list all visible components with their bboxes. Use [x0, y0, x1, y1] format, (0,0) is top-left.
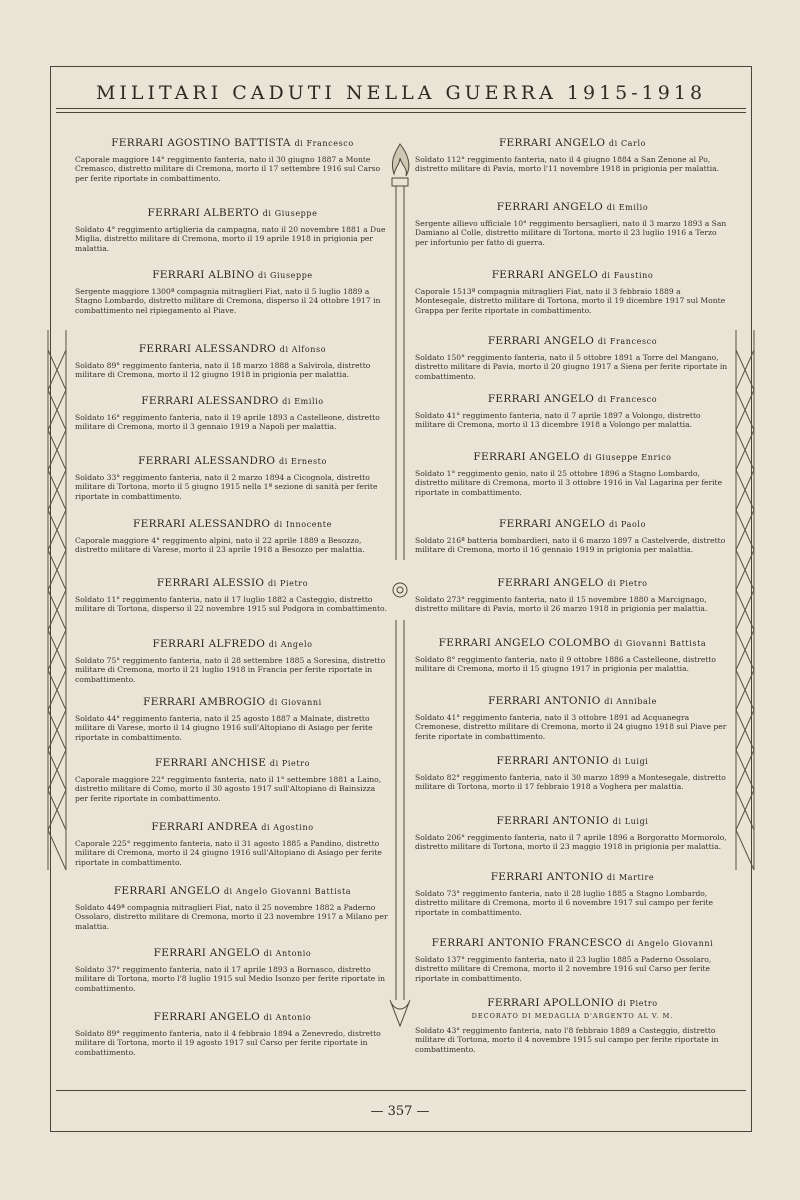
memorial-entry	[415, 997, 730, 1054]
page-title: MILITARI CADUTI NELLA GUERRA 1915-1918	[95, 82, 707, 104]
entry-text: Soldato 37° reggimento fanteria, nato il 17 aprile 1893 a Bornasco, distretto militare di Tortona, morto l'8 luglio 1915 sul Medio Isonzo per ferite riportate in combattimento.	[75, 965, 386, 993]
entry-patronymic: di Francesco	[597, 395, 658, 404]
entry-name	[75, 207, 390, 219]
memorial-entry	[75, 821, 390, 867]
entry-name	[75, 757, 390, 769]
memorial-entry	[75, 757, 390, 803]
entry-text: Soldato 44° reggimento fanteria, nato il 25 agosto 1887 a Malnate, distretto militare di Varese, morto il 14 giugno 1916 sull'Altopiano di Asiago per ferite riportate in combattimento.	[75, 714, 373, 742]
page-number: — 357 —	[370, 1104, 430, 1119]
entry-decoration: DECORATO DI MEDAGLIA D'ARGENTO AL V. M.	[471, 1012, 674, 1020]
memorial-entry	[415, 755, 730, 792]
entry-patronymic: di Faustino	[601, 271, 654, 280]
memorial-entry	[75, 518, 390, 555]
entry-name-text: FERRARI ALBERTO	[147, 207, 260, 219]
entry-text: Caporale maggiore 4° reggimento alpini, nato il 22 aprile 1889 a Besozzo, distretto militare di Varese, morto il 23 aprile 1918 a Besozzo per malattia.	[75, 536, 365, 555]
entry-patronymic: di Francesco	[294, 139, 354, 148]
entry-text: Soldato 216ª batteria bombardieri, nato il 6 marzo 1897 a Castelverde, distretto militare di Cremona, morto il 16 gennaio 1919 in prigionia per malattia.	[415, 536, 726, 555]
entry-patronymic: di Paolo	[608, 520, 646, 529]
entry-name-text: FERRARI ANTONIO	[490, 871, 604, 883]
entry-name	[75, 137, 390, 149]
entry-name-text: FERRARI ANGELO COLOMBO	[438, 637, 611, 649]
entry-text: Soldato 16° reggimento fanteria, nato il 19 aprile 1893 a Castelleone, distretto militare di Cremona, morto il 3 gennaio 1919 a Napoli per malattia.	[75, 413, 380, 432]
entry-patronymic: di Agostino	[261, 823, 314, 832]
entry-patronymic: di Angelo Giovanni	[625, 939, 714, 948]
entry-name	[415, 201, 730, 213]
entry-name	[415, 695, 730, 707]
entry-name	[75, 947, 390, 959]
entry-name-text: FERRARI ANTONIO FRANCESCO	[431, 937, 623, 949]
entry-name-text: FERRARI AMBROGIO	[143, 696, 266, 708]
memorial-entry	[75, 696, 390, 742]
entry-patronymic: di Ernesto	[278, 457, 327, 466]
entry-name	[75, 518, 390, 530]
entry-name	[75, 343, 390, 355]
entry-patronymic: di Luigi	[612, 817, 649, 826]
entry-patronymic: di Pietro	[607, 579, 648, 588]
entry-name	[415, 269, 730, 281]
entry-name-text: FERRARI ANGELO	[487, 393, 595, 405]
entry-text: Soldato 43° reggimento fanteria, nato l'8 febbraio 1889 a Casteggio, distretto militare di Tortona, morto il 4 novembre 1915 sul campo per ferite riportate in combattimento.	[415, 1026, 719, 1054]
header-rule	[56, 112, 746, 113]
entry-text: Soldato 1° reggimento genio, nato il 25 ottobre 1896 a Stagno Lombardo, distretto militare di Cremona, morto il 3 ottobre 1916 in Val Lagarina per ferite riportate in combattimento.	[415, 469, 723, 497]
entry-name	[75, 638, 390, 650]
entry-name	[75, 1011, 390, 1023]
entry-text: Soldato 41° reggimento fanteria, nato il 7 aprile 1897 a Volongo, distretto militare di Cremona, morto il 13 dicembre 1918 a Volongo per malattia.	[415, 411, 701, 430]
entry-name-text: FERRARI ALESSANDRO	[138, 455, 276, 467]
entry-patronymic: di Innocente	[273, 520, 332, 529]
entry-name	[75, 696, 390, 708]
entry-name	[415, 577, 730, 589]
entry-patronymic: di Carlo	[608, 139, 647, 148]
entry-name	[75, 269, 390, 281]
memorial-entry	[75, 1011, 390, 1057]
entry-text: Soldato 150° reggimento fanteria, nato il 5 ottobre 1891 a Torre del Mangano, distretto militare di Pavia, morto il 20 giugno 1917 a Siena per ferite riportate in combattimento.	[415, 353, 728, 381]
entry-text: Sergente maggiore 1300ª compagnia mitraglieri Fiat, nato il 5 luglio 1889 a Stagno Lombardo, distretto militare di Cremona, disperso il 24 ottobre 1917 in combattimento nel ripiegamento al Piave.	[75, 287, 381, 315]
memorial-entry	[75, 343, 390, 380]
entry-patronymic: di Emilio	[606, 203, 649, 212]
entry-name-text: FERRARI ANDREA	[151, 821, 258, 833]
entry-patronymic: di Alfonso	[279, 345, 327, 354]
entry-name	[415, 393, 730, 405]
entry-name-text: FERRARI ANCHISE	[155, 757, 267, 769]
entry-name	[415, 755, 730, 767]
entry-text: Soldato 89° reggimento fanteria, nato il 4 febbraio 1894 a Zenevredo, distretto militare di Tortona, morto il 19 agosto 1917 sul Carso per ferite riportate in combattimento.	[75, 1029, 381, 1057]
memorial-entry	[75, 638, 390, 684]
entry-patronymic: di Giuseppe Enrico	[583, 453, 672, 462]
entry-name	[415, 335, 730, 347]
memorial-entry	[75, 455, 390, 501]
memorial-entry	[415, 637, 730, 674]
entry-patronymic: di Pietro	[267, 579, 309, 588]
entry-text: Soldato 273° reggimento fanteria, nato il 15 novembre 1880 a Marcignago, distretto militare di Pavia, morto il 26 marzo 1918 in prigionia per malattia.	[415, 595, 708, 614]
entry-text: Soldato 89° reggimento fanteria, nato il 18 marzo 1888 a Salvirola, distretto militare di Cremona, morto il 12 giugno 1918 in prigionia per malattia.	[75, 361, 371, 380]
entry-text: Caporale maggiore 14° reggimento fanteria, nato il 30 giugno 1887 a Monte Cremasco, distretto militare di Cremona, morto il 17 settembre 1916 sul Carso per ferite riportate in combattimento.	[75, 155, 381, 183]
page-header	[56, 72, 746, 109]
entry-text: Caporale 225° reggimento fanteria, nato il 31 agosto 1885 a Pandino, distretto militare di Cremona, morto il 24 giugno 1916 sull'Altopiano di Asiago per ferite riportate in combattimento.	[75, 839, 382, 867]
entry-text: Soldato 206° reggimento fanteria, nato il 7 aprile 1896 a Borgoratto Mormorolo, distretto militare di Tortona, morto il 23 maggio 1918 in prigionia per malattia.	[415, 833, 727, 852]
memorial-entry	[75, 137, 390, 183]
entry-name	[415, 637, 730, 649]
right-decorative-border	[732, 330, 758, 870]
entry-name-text: FERRARI ANGELO	[153, 1011, 260, 1023]
entry-text: Soldato 33° reggimento fanteria, nato il 2 marzo 1894 a Cicognola, distretto militare di Tortona, morto il 5 giugno 1915 nella 1ª sezione di sanità per ferite riportate in combattimento.	[75, 473, 378, 501]
entry-name	[75, 577, 390, 589]
entry-patronymic: di Luigi	[612, 757, 649, 766]
entry-name	[415, 518, 730, 530]
entry-text: Soldato 449ª compagnia mitraglieri Fiat, nato il 25 novembre 1882 a Paderno Ossolaro, distretto militare di Cremona, morto il 23 novembre 1917 a Milano per malattia.	[75, 903, 388, 931]
entry-name-text: FERRARI APOLLONIO	[487, 997, 614, 1009]
entry-name-text: FERRARI ANGELO	[473, 451, 580, 463]
entry-patronymic: di Antonio	[263, 949, 312, 958]
entry-name-text: FERRARI ANGELO	[113, 885, 221, 897]
entry-name	[75, 885, 390, 897]
memorial-entry	[415, 695, 730, 741]
entry-patronymic: di Antonio	[263, 1013, 312, 1022]
memorial-entry	[75, 207, 390, 253]
entry-patronymic: di Angelo	[268, 640, 313, 649]
entry-patronymic: di Giovanni Battista	[613, 639, 707, 648]
entry-name-text: FERRARI ANGELO	[499, 518, 606, 530]
entry-text: Soldato 73° reggimento fanteria, nato il 28 luglio 1885 a Stagno Lombardo, distretto militare di Cremona, morto il 6 novembre 1917 sul campo per ferite riportate in combattimento.	[415, 889, 714, 917]
memorial-entry	[75, 947, 390, 993]
entry-patronymic: di Pietro	[617, 999, 658, 1008]
memorial-entry	[415, 451, 730, 497]
entry-name	[415, 451, 730, 463]
footer-rule	[56, 1090, 746, 1091]
entry-name	[415, 815, 730, 827]
entry-name-text: FERRARI ANTONIO	[496, 815, 610, 827]
memorial-entry	[75, 885, 390, 931]
entry-text: Soldato 112° reggimento fanteria, nato il 4 giugno 1884 a San Zenone al Po, distretto militare di Pavia, morto l'11 novembre 1918 in prigionia per malattia.	[415, 155, 720, 174]
entry-name-text: FERRARI ALESSANDRO	[133, 518, 271, 530]
entry-text: Sergente allievo ufficiale 10° reggimento bersaglieri, nato il 3 marzo 1893 a San Damiano al Colle, distretto militare di Tortona, morto il 23 luglio 1916 a Terzo per infortunio per fatto di guerra.	[415, 219, 727, 247]
entry-name	[415, 137, 730, 149]
entry-name-text: FERRARI AGOSTINO BATTISTA	[111, 137, 291, 149]
memorial-entry	[75, 577, 390, 614]
memorial-entry	[415, 871, 730, 917]
entry-name-text: FERRARI ANGELO	[153, 947, 260, 959]
entry-patronymic: di Annibale	[604, 697, 657, 706]
memorial-entry	[415, 393, 730, 430]
entry-patronymic: di Pietro	[269, 759, 310, 768]
entry-name-text: FERRARI ALFREDO	[152, 638, 266, 650]
entry-name-text: FERRARI ALESSANDRO	[138, 343, 277, 355]
entry-name-text: FERRARI ANGELO	[497, 577, 604, 589]
entry-name	[75, 395, 390, 407]
entry-patronymic: di Giuseppe	[262, 209, 318, 218]
memorial-entry	[415, 937, 730, 983]
entry-name-text: FERRARI ALESSIO	[156, 577, 265, 589]
entry-name-text: FERRARI ANGELO	[496, 201, 604, 213]
entry-name-text: FERRARI ANGELO	[498, 137, 606, 149]
entry-patronymic: di Martire	[606, 873, 655, 882]
memorial-entry	[415, 201, 730, 247]
memorial-entry	[75, 269, 390, 315]
entry-patronymic: di Emilio	[282, 397, 324, 406]
entry-text: Soldato 8° reggimento fanteria, nato il 9 ottobre 1886 a Castelleone, distretto militare di Cremona, morto il 15 giugno 1917 in prigionia per malattia.	[415, 655, 717, 674]
memorial-entry	[75, 395, 390, 432]
entry-text: Soldato 41° reggimento fanteria, nato il 3 ottobre 1891 ad Acquanegra Cremonese, distretto militare di Cremona, morto il 24 giugno 1918 sul Piave per ferite riportate in combattimento.	[415, 713, 727, 741]
entry-name	[75, 455, 390, 467]
entry-text: Soldato 75° reggimento fanteria, nato il 28 settembre 1885 a Soresina, distretto militare di Cremona, morto il 21 luglio 1918 in Francia per ferite riportate in combattimento.	[75, 656, 386, 684]
memorial-entry	[415, 269, 730, 315]
entry-text: Soldato 4° reggimento artiglieria da campagna, nato il 20 novembre 1881 a Due Miglia, distretto militare di Cremona, morto il 19 aprile 1918 in prigionia per malattia.	[75, 225, 386, 253]
entry-patronymic: di Giovanni	[269, 698, 322, 707]
memorial-entry	[415, 815, 730, 852]
memorial-entry	[415, 518, 730, 555]
entry-name-text: FERRARI ALESSANDRO	[141, 395, 279, 407]
entry-name	[415, 937, 730, 949]
entry-patronymic: di Giuseppe	[258, 271, 313, 280]
entry-text: Soldato 137° reggimento fanteria, nato il 23 luglio 1885 a Paderno Ossolaro, distretto militare di Cremona, morto il 2 novembre 1916 sul Carso per ferite riportate in combattimento.	[415, 955, 712, 983]
entry-name-text: FERRARI ANTONIO	[488, 695, 601, 707]
entry-name-text: FERRARI ALBINO	[152, 269, 255, 281]
memorial-entry	[415, 137, 730, 174]
memorial-entry	[415, 335, 730, 381]
entry-text: Caporale 1513ª compagnia mitraglieri Fiat, nato il 3 febbraio 1889 a Montesegale, distretto militare di Tortona, morto il 19 dicembre 1917 sul Monte Grappa per ferite riportate in combattimento.	[415, 287, 726, 315]
entry-name	[75, 821, 390, 833]
entry-text: Soldato 82° reggimento fanteria, nato il 30 marzo 1899 a Montesegale, distretto militare di Tortona, morto il 17 febbraio 1918 a Voghera per malattia.	[415, 773, 726, 792]
memorial-entry	[415, 577, 730, 614]
entry-patronymic: di Francesco	[597, 337, 658, 346]
entry-name-text: FERRARI ANGELO	[487, 335, 595, 347]
left-decorative-border	[44, 330, 70, 870]
entry-name-text: FERRARI ANTONIO	[496, 755, 610, 767]
entry-text: Caporale maggiore 22° reggimento fanteria, nato il 1° settembre 1881 a Laino, distretto militare di Como, morto il 30 agosto 1917 sull'Altopiano di Bainsizza per ferite riportate in combattimento.	[75, 775, 382, 803]
entry-text: Soldato 11° reggimento fanteria, nato il 17 luglio 1882 a Casteggio, distretto militare di Tortona, disperso il 22 novembre 1915 sul Podgora in combattimento.	[75, 595, 387, 614]
entry-patronymic: di Angelo Giovanni Battista	[223, 887, 352, 896]
entry-name	[415, 871, 730, 883]
entry-name	[415, 997, 730, 1020]
entry-name-text: FERRARI ANGELO	[491, 269, 599, 281]
